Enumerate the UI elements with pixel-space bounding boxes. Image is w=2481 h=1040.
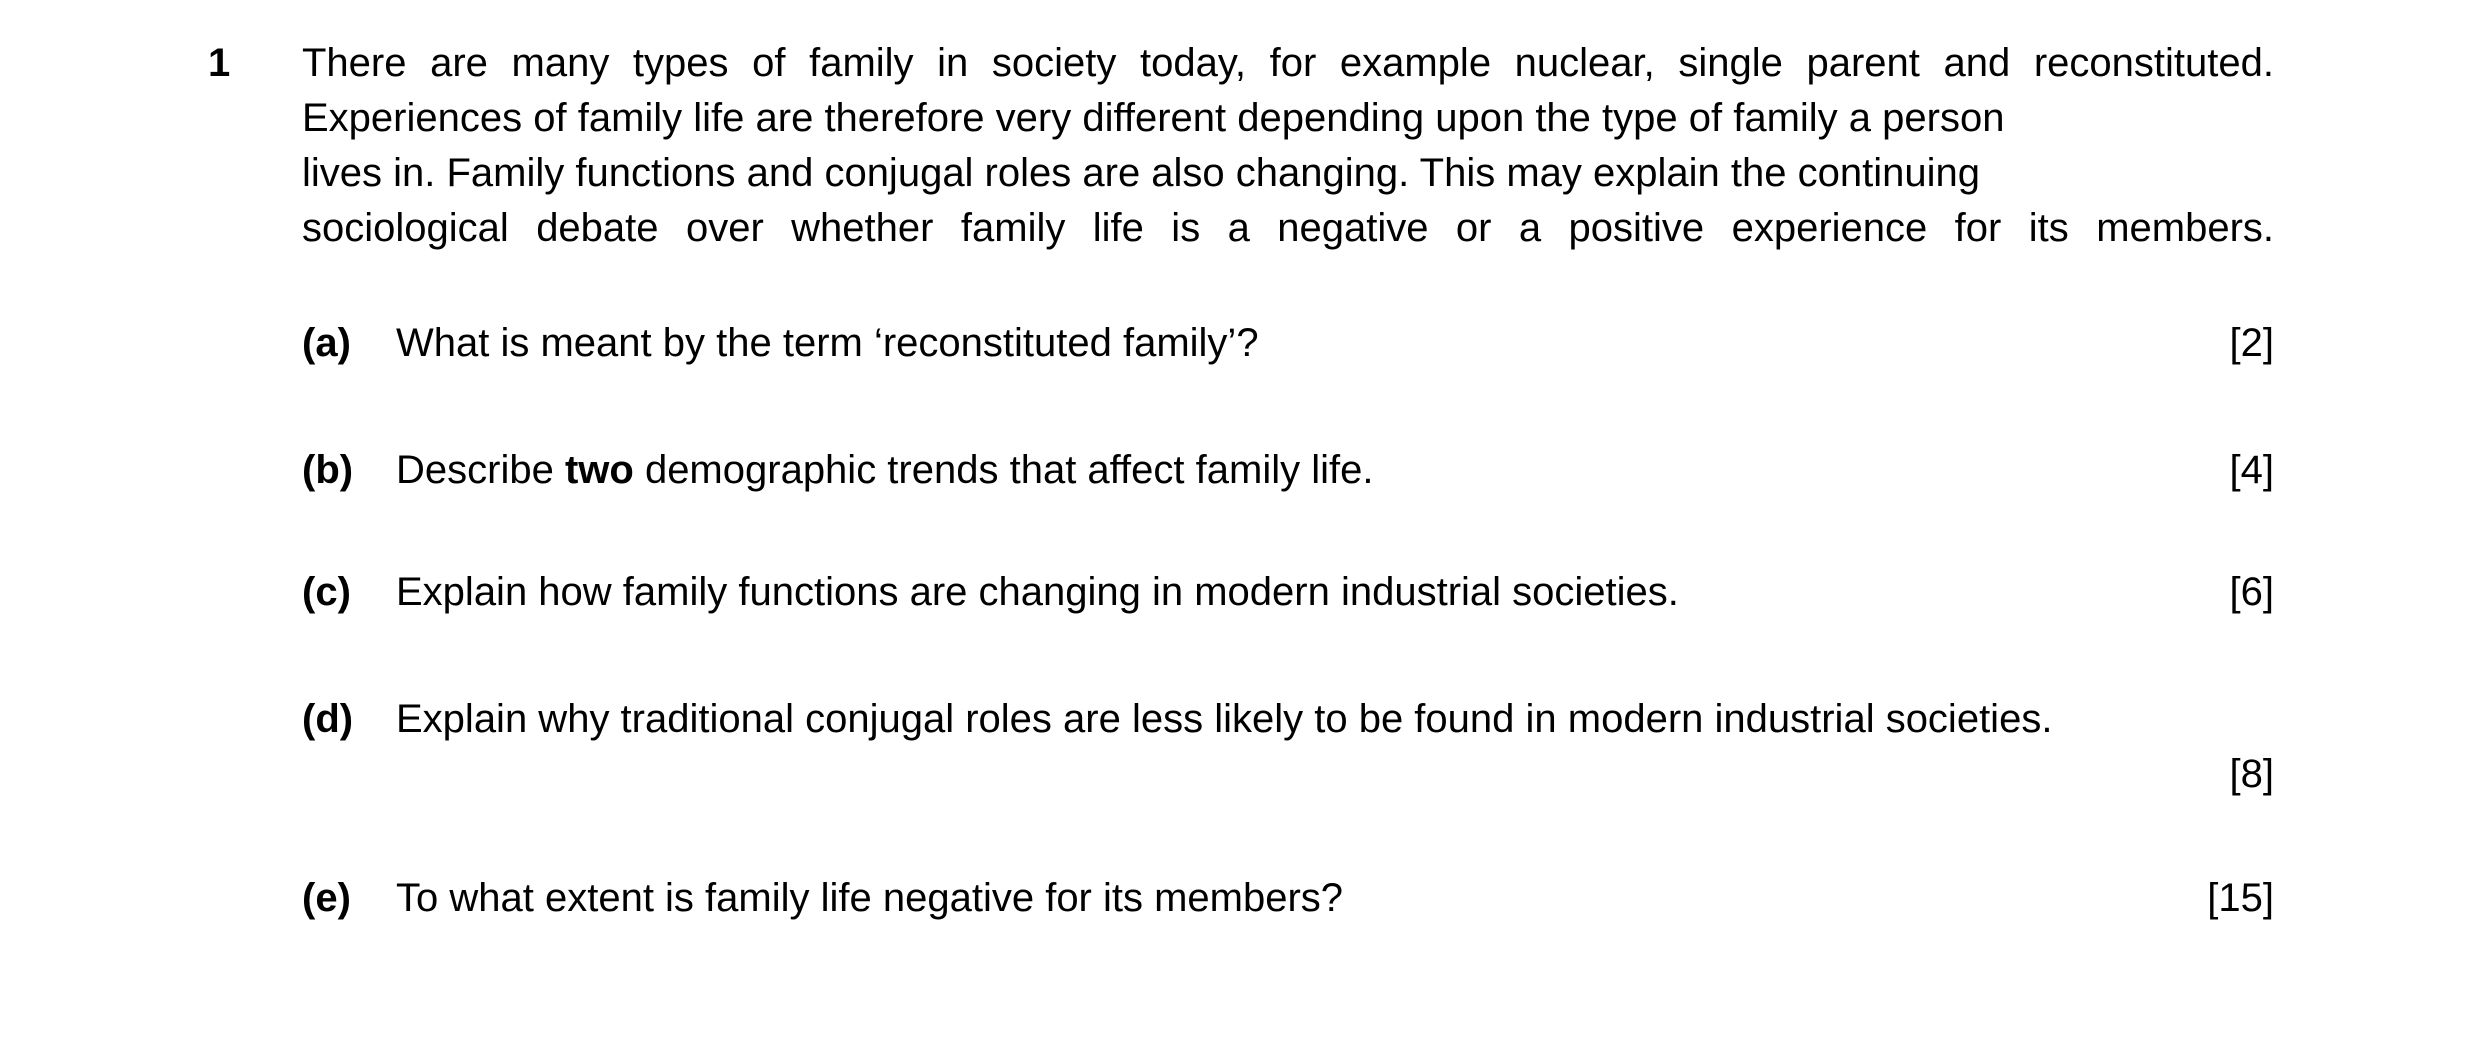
question-stem	[302, 36, 2274, 256]
part-marks: [8]	[2229, 752, 2274, 796]
stem-line: lives in. Family functions and conjugal roles are also changing. This may explain the continuing	[302, 151, 1980, 195]
part-text: Explain why traditional conjugal roles are less likely to be found in modern industrial societies.	[396, 697, 2053, 741]
part-text: Explain how family functions are changing in modern industrial societies.	[396, 570, 1679, 614]
part-text-end: demographic trends that affect family life.	[633, 448, 1374, 492]
part-label: (a)	[302, 321, 351, 365]
part-marks: [15]	[2207, 876, 2274, 920]
stem-line: There are many types of family in society today, for example nuclear, single parent and reconstituted.	[302, 41, 2274, 85]
stem-line: sociological debate over whether family life is a negative or a positive experience for its members.	[302, 206, 2274, 250]
part-text: To what extent is family life negative for its members?	[396, 876, 1344, 920]
part-label: (b)	[302, 448, 354, 492]
part-text	[396, 443, 1373, 498]
part-text-start: Describe	[396, 448, 565, 492]
part-label: (c)	[302, 570, 351, 614]
part-text: What is meant by the term ‘reconstituted family’?	[396, 321, 1259, 365]
part-label: (e)	[302, 876, 351, 920]
part-text-emphasis: two	[564, 448, 634, 492]
stem-line: Experiences of family life are therefore very different depending upon the type of family a person	[302, 96, 2005, 140]
part-marks: [6]	[2229, 570, 2274, 614]
part-marks: [2]	[2229, 321, 2274, 365]
part-label: (d)	[302, 697, 354, 741]
question-number: 1	[208, 41, 231, 85]
part-marks: [4]	[2229, 448, 2274, 492]
